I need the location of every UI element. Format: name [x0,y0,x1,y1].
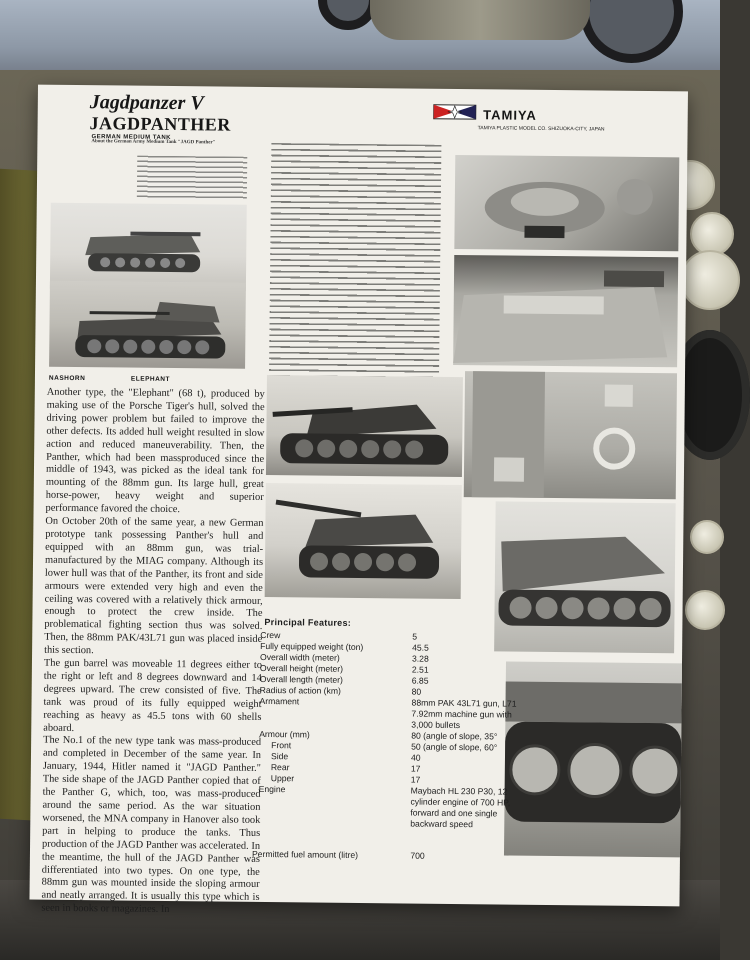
feature-label: Overall height (meter) [259,662,344,674]
title-jagdpanzer: Jagdpanzer V [89,91,204,115]
feature-label: Armour (mm) [259,728,310,740]
brand-address: TAMIYA PLASTIC MODEL CO. SHIZUOKA-CITY, JAPAN [477,125,605,133]
detail-photo-3 [464,371,677,499]
feature-label: Engine [258,783,286,795]
detail-photo-2 [453,255,678,367]
feature-label: Side [270,751,289,762]
jagdpanther-photo-top [266,375,463,477]
box-art-top [0,0,720,80]
feature-value: 17 [410,774,421,785]
detail-photo-1 [454,155,679,251]
article-paragraph: The No.1 of the new type tank was mass-produced and completed in December of the same year. In January, 1944, Hitler named it "JAGD Panther." The side shape of the JAGD Panther copied that of the Panther G, which, too, was mass-produced around the same period. As the war situation worsened, the MNA company in Hanover also took part in helping to produce the tanks. Thus production of the JAGD Panther was accelerated. In the meantime, the hull of the JAGD Panther was differentiated into two types. On one type, the 88mm gun was mounted inside the sloping armour and neatly arranged. It is usually this type which is seen in books or magazines. In [41,735,262,916]
main-article-text [41,387,265,918]
article-paragraph: On October 20th of the same year, a new German prototype tank possessing Panther's hull and equipped with an 88mm gun, was trial-manufactured by the MIAG company. Although its lower hull was that of the Panther, its front and side armours were extended very high and even the ceiling was covered with a relatively thick armour, enough to protect the crew inside. The problematical fighting section thus was solved. Then, the 88mm PAK/43L71 gun was placed inside this section. [44,515,264,657]
features-table [258,630,520,831]
motorcycle-wheel-left [318,0,378,30]
feature-label: Overall length (meter) [259,673,343,685]
caption-nashorn: NASHORN [48,374,86,383]
feature-label: Permitted fuel amount (litre) [251,848,359,860]
feature-row [258,784,518,831]
article-paragraph: Another type, the "Elephant" (68 t), produced by making use of the Porsche Tiger's hull, solved the driving power problem but failed to improve the other defects. Its added hull weight resulted in slow action and reduced maneuverability. Then, the Panther, which had been massproduced since the middle of 1943, was picked as the ideal tank for mounting of the 88mm gun. Its large hull, great horse-power, heavy weight and superior performance favored the choice. [45,386,265,516]
road-wheel-part [690,520,724,554]
history-small-print [269,143,442,389]
road-wheel-part [680,250,740,310]
feature-label: Upper [270,773,295,784]
features-heading: Principal Features: [264,616,352,628]
brand-name: TAMIYA [483,107,537,123]
tamiya-brand [434,105,605,133]
feature-label: Front [271,740,292,751]
motorcycle-body [370,0,590,40]
feature-label: Fully equipped weight (ton) [260,640,364,653]
tamiya-star-logo-icon [434,105,476,124]
feature-value: 40 [410,752,421,763]
jagdpanther-rear-photo [494,501,676,653]
feature-value: Maybach HL 230 P30, 12 cylinder engine of 700 HP, forward and one single backward speed [410,785,511,830]
feature-value: 50 (angle of slope, 60° [411,741,498,753]
feature-value: 88mm PAK 43L71 gun, L71 7.92mm machine gun with 3,000 bullets [411,697,517,731]
feature-value: 80 (angle of slope, 35° [411,730,498,742]
principal-features [251,616,520,861]
elephant-photo [49,281,246,369]
feature-label: Rear [270,762,290,773]
subtitle-tank-type: GERMAN MEDIUM TANK [91,134,172,141]
jagdpanther-photo-bottom [265,483,462,599]
intro-small-print [137,156,247,199]
instruction-sheet [29,85,687,916]
feature-row-fuel [252,849,425,861]
caption-elephant: ELEPHANT [130,375,171,383]
title-jagdpanther: JAGDPANTHER [89,113,231,135]
feature-value: 45.5 [412,642,429,653]
road-wheel-part [685,590,725,630]
feature-label: Overall width (meter) [259,651,340,663]
feature-value: 6.85 [411,675,429,686]
intro-heading [91,139,251,146]
feature-label: Armament [259,695,300,707]
sheet-title-block [89,91,231,141]
jagdpanther-wheels-photo [504,662,682,858]
feature-value: 2.51 [411,664,429,675]
feature-value: 5 [412,631,418,642]
motorcycle-wheel-right [580,0,683,63]
feature-label: Radius of action (km) [259,684,341,696]
feature-value: 80 [411,686,422,697]
intro-heading-text: About the German Army Medium Tank "JAGD Panther" [91,139,216,146]
feature-label: Crew [260,629,281,641]
feature-value: 17 [410,763,421,774]
feature-row [259,696,519,732]
feature-value: 3.28 [411,653,429,664]
nashorn-photo [50,203,247,291]
feature-value: 700 [410,850,425,861]
article-paragraph: The gun barrel was moveable 11 degrees either to the right or left and 8 degrees downward and 14 degrees upward. The crew consisted of five. The tank was proud of its fully equipped weight reaching as heavy as 45.5 tons with 60 shells aboard. [43,657,263,734]
